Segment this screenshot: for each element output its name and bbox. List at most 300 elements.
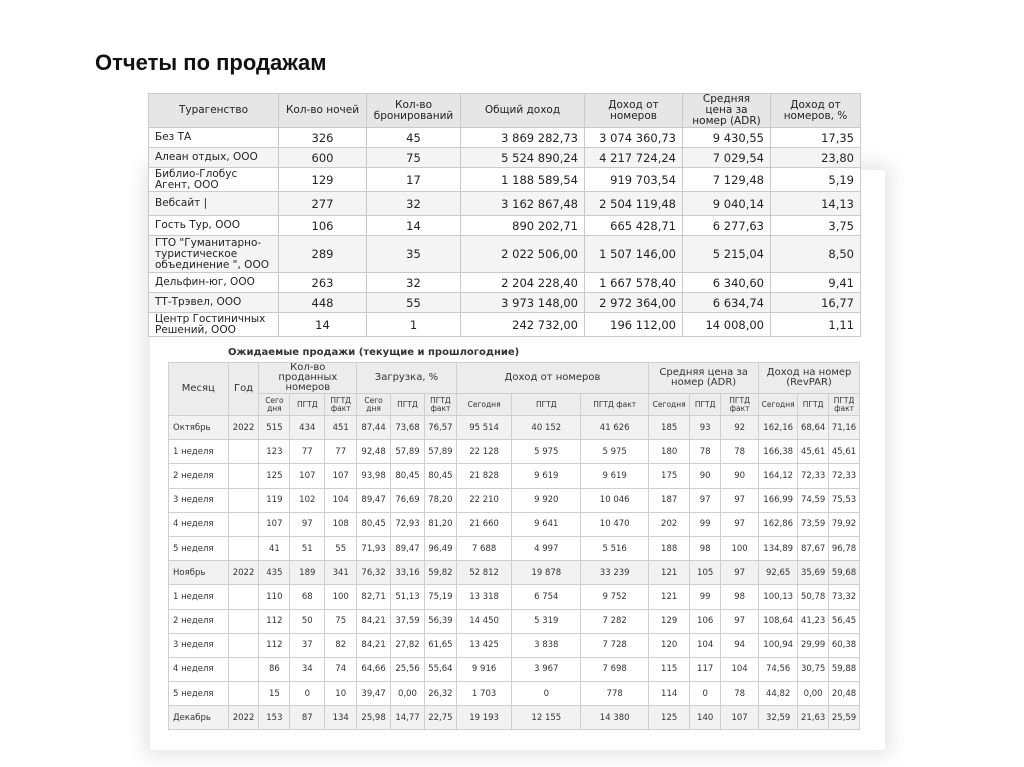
- cell-value: 37,59: [391, 609, 425, 633]
- table-row: [149, 128, 861, 148]
- cell-value: 14,77: [391, 706, 425, 730]
- cell-room-income: 1 507 146,00: [585, 236, 683, 273]
- cell-value: 140: [690, 706, 721, 730]
- cell-room-income: 196 112,00: [585, 313, 683, 337]
- cell-room-income-pct: 1,11: [771, 313, 861, 337]
- cell-value: 102: [290, 488, 325, 512]
- cell-value: 33,16: [391, 561, 425, 585]
- cell-value: 121: [649, 585, 690, 609]
- cell-value: 166,99: [759, 488, 798, 512]
- cell-adr: 7 129,48: [683, 168, 771, 192]
- cell-year: 2022: [228, 561, 259, 585]
- cell-room-income: 2 972 364,00: [585, 293, 683, 313]
- cell-value: 80,45: [391, 464, 425, 488]
- cell-bookings: 35: [367, 236, 461, 273]
- sub-today: Сегодня: [759, 394, 798, 416]
- cell-value: 22 128: [456, 440, 512, 464]
- cell-value: 188: [649, 536, 690, 560]
- table-row: [169, 585, 860, 609]
- cell-value: 0,00: [391, 682, 425, 706]
- table-row: [169, 488, 860, 512]
- cell-value: 5 516: [581, 536, 649, 560]
- cell-value: 79,92: [829, 512, 860, 536]
- cell-value: 59,82: [424, 561, 456, 585]
- cell-value: 97: [721, 609, 759, 633]
- cell-value: 97: [721, 488, 759, 512]
- forecast-table-body: [169, 416, 860, 730]
- cell-value: 7 698: [581, 657, 649, 681]
- cell-total-income: 3 973 148,00: [461, 293, 585, 313]
- sub-today: Сего дня: [259, 394, 290, 416]
- cell-nights: 106: [279, 216, 367, 236]
- cell-value: 45,61: [798, 440, 829, 464]
- cell-value: 21,63: [798, 706, 829, 730]
- cell-year: [228, 536, 259, 560]
- cell-period: 3 неделя: [169, 633, 229, 657]
- cell-value: 112: [259, 633, 290, 657]
- cell-value: 72,93: [391, 512, 425, 536]
- cell-value: 14 450: [456, 609, 512, 633]
- cell-agency: Алеан отдых, ООО: [149, 148, 279, 168]
- cell-value: 34: [290, 657, 325, 681]
- cell-value: 5 975: [512, 440, 581, 464]
- cell-value: 55,64: [424, 657, 456, 681]
- cell-value: 119: [259, 488, 290, 512]
- cell-value: 35,69: [798, 561, 829, 585]
- table-row: [169, 561, 860, 585]
- cell-year: [228, 464, 259, 488]
- cell-nights: 600: [279, 148, 367, 168]
- cell-value: 97: [690, 488, 721, 512]
- table-row: [149, 273, 861, 293]
- cell-value: 71,93: [357, 536, 391, 560]
- sub-pgtd-fact: ПГТД факт: [424, 394, 456, 416]
- agency-table-body: [149, 128, 861, 337]
- cell-room-income-pct: 14,13: [771, 192, 861, 216]
- cell-value: 57,89: [424, 440, 456, 464]
- cell-value: 25,98: [357, 706, 391, 730]
- agency-sales-table-container: [148, 93, 860, 337]
- cell-bookings: 32: [367, 192, 461, 216]
- cell-total-income: 2 204 228,40: [461, 273, 585, 293]
- cell-value: 110: [259, 585, 290, 609]
- cell-adr: 6 277,63: [683, 216, 771, 236]
- cell-value: 56,39: [424, 609, 456, 633]
- cell-value: 115: [649, 657, 690, 681]
- cell-value: 341: [325, 561, 357, 585]
- cell-value: 72,33: [798, 464, 829, 488]
- cell-value: 96,49: [424, 536, 456, 560]
- cell-value: 180: [649, 440, 690, 464]
- cell-value: 9 752: [581, 585, 649, 609]
- cell-value: 92: [721, 416, 759, 440]
- forecast-table-container: [168, 343, 860, 730]
- cell-value: 51,13: [391, 585, 425, 609]
- cell-value: 50: [290, 609, 325, 633]
- cell-value: 25,56: [391, 657, 425, 681]
- cell-value: 68,64: [798, 416, 829, 440]
- cell-value: 104: [325, 488, 357, 512]
- cell-value: 1 703: [456, 682, 512, 706]
- cell-value: 3 838: [512, 633, 581, 657]
- cell-value: 32,59: [759, 706, 798, 730]
- cell-value: 12 155: [512, 706, 581, 730]
- cell-value: 25,59: [829, 706, 860, 730]
- cell-value: 175: [649, 464, 690, 488]
- cell-room-income-pct: 5,19: [771, 168, 861, 192]
- cell-value: 90: [721, 464, 759, 488]
- cell-value: 76,57: [424, 416, 456, 440]
- cell-value: 187: [649, 488, 690, 512]
- sub-today: Сегодня: [649, 394, 690, 416]
- agency-table-header-row: [149, 94, 861, 128]
- cell-value: 73,32: [829, 585, 860, 609]
- cell-value: 94: [721, 633, 759, 657]
- cell-value: 82: [325, 633, 357, 657]
- cell-value: 104: [721, 657, 759, 681]
- table-row: [149, 293, 861, 313]
- cell-value: 9 641: [512, 512, 581, 536]
- header-rooms-sold: Кол-во проданных номеров: [259, 363, 357, 394]
- cell-agency: Центр Гостиничных Решений, ООО: [149, 313, 279, 337]
- cell-adr: 7 029,54: [683, 148, 771, 168]
- cell-value: 6 754: [512, 585, 581, 609]
- cell-value: 82,71: [357, 585, 391, 609]
- cell-total-income: 1 188 589,54: [461, 168, 585, 192]
- cell-value: 61,65: [424, 633, 456, 657]
- cell-period: 4 неделя: [169, 512, 229, 536]
- cell-value: 80,45: [357, 512, 391, 536]
- cell-value: 92,65: [759, 561, 798, 585]
- cell-value: 33 239: [581, 561, 649, 585]
- header-year: Год: [228, 363, 259, 416]
- cell-year: [228, 488, 259, 512]
- cell-value: 87,67: [798, 536, 829, 560]
- cell-adr: 9 430,55: [683, 128, 771, 148]
- sub-pgtd: ПГТД: [798, 394, 829, 416]
- cell-year: 2022: [228, 706, 259, 730]
- header-total-income: Общий доход: [461, 94, 585, 128]
- cell-value: 5 975: [581, 440, 649, 464]
- cell-value: 87,44: [357, 416, 391, 440]
- table-row: [149, 192, 861, 216]
- sub-pgtd: ПГТД: [512, 394, 581, 416]
- sub-pgtd-fact: ПГТД факт: [721, 394, 759, 416]
- cell-value: 125: [649, 706, 690, 730]
- cell-period: Октябрь: [169, 416, 229, 440]
- header-adr-group: Средняя цена за номер (ADR): [649, 363, 759, 394]
- cell-value: 7 282: [581, 609, 649, 633]
- cell-total-income: 2 022 506,00: [461, 236, 585, 273]
- cell-value: 134,89: [759, 536, 798, 560]
- cell-value: 97: [721, 512, 759, 536]
- cell-value: 19 193: [456, 706, 512, 730]
- cell-year: [228, 585, 259, 609]
- cell-value: 107: [259, 512, 290, 536]
- table-row: [169, 633, 860, 657]
- cell-adr: 14 008,00: [683, 313, 771, 337]
- cell-value: 76,69: [391, 488, 425, 512]
- cell-value: 129: [649, 609, 690, 633]
- cell-nights: 448: [279, 293, 367, 313]
- cell-value: 75,19: [424, 585, 456, 609]
- cell-year: [228, 512, 259, 536]
- cell-value: 80,45: [424, 464, 456, 488]
- cell-agency: Дельфин-юг, ООО: [149, 273, 279, 293]
- cell-period: 5 неделя: [169, 682, 229, 706]
- cell-nights: 326: [279, 128, 367, 148]
- header-load: Загрузка, %: [357, 363, 457, 394]
- cell-value: 55: [325, 536, 357, 560]
- cell-value: 56,45: [829, 609, 860, 633]
- cell-value: 44,82: [759, 682, 798, 706]
- cell-value: 134: [325, 706, 357, 730]
- cell-value: 123: [259, 440, 290, 464]
- cell-year: 2022: [228, 416, 259, 440]
- cell-value: 9 920: [512, 488, 581, 512]
- cell-value: 37: [290, 633, 325, 657]
- cell-value: 5 319: [512, 609, 581, 633]
- cell-value: 98: [690, 536, 721, 560]
- cell-value: 7 688: [456, 536, 512, 560]
- cell-value: 515: [259, 416, 290, 440]
- cell-value: 73,59: [798, 512, 829, 536]
- table-row: [149, 236, 861, 273]
- cell-value: 21 660: [456, 512, 512, 536]
- cell-value: 39,47: [357, 682, 391, 706]
- cell-value: 86: [259, 657, 290, 681]
- cell-year: [228, 657, 259, 681]
- cell-value: 27,82: [391, 633, 425, 657]
- cell-value: 14 380: [581, 706, 649, 730]
- cell-value: 10 470: [581, 512, 649, 536]
- cell-value: 434: [290, 416, 325, 440]
- cell-value: 117: [690, 657, 721, 681]
- cell-room-income: 2 504 119,48: [585, 192, 683, 216]
- cell-value: 40 152: [512, 416, 581, 440]
- cell-value: 10: [325, 682, 357, 706]
- cell-room-income-pct: 9,41: [771, 273, 861, 293]
- cell-value: 100: [721, 536, 759, 560]
- table-row: [169, 440, 860, 464]
- cell-value: 59,68: [829, 561, 860, 585]
- cell-adr: 6 340,60: [683, 273, 771, 293]
- table-row: [169, 536, 860, 560]
- cell-room-income-pct: 23,80: [771, 148, 861, 168]
- cell-bookings: 75: [367, 148, 461, 168]
- forecast-header-row-top: [169, 363, 860, 394]
- cell-room-income-pct: 3,75: [771, 216, 861, 236]
- cell-period: 1 неделя: [169, 585, 229, 609]
- cell-bookings: 55: [367, 293, 461, 313]
- cell-value: 78: [690, 440, 721, 464]
- sub-pgtd-fact: ПГТД факт: [829, 394, 860, 416]
- cell-total-income: 5 524 890,24: [461, 148, 585, 168]
- cell-room-income-pct: 17,35: [771, 128, 861, 148]
- cell-year: [228, 682, 259, 706]
- cell-total-income: 3 162 867,48: [461, 192, 585, 216]
- cell-value: 9 619: [512, 464, 581, 488]
- header-month: Месяц: [169, 363, 229, 416]
- cell-bookings: 17: [367, 168, 461, 192]
- cell-period: 3 неделя: [169, 488, 229, 512]
- cell-value: 20,48: [829, 682, 860, 706]
- cell-year: [228, 633, 259, 657]
- cell-value: 0: [290, 682, 325, 706]
- table-row: [169, 464, 860, 488]
- cell-value: 78: [721, 440, 759, 464]
- table-row: [169, 706, 860, 730]
- sub-pgtd-fact: ПГТД факт: [581, 394, 649, 416]
- cell-value: 57,89: [391, 440, 425, 464]
- cell-value: 153: [259, 706, 290, 730]
- cell-value: 15: [259, 682, 290, 706]
- cell-value: 50,78: [798, 585, 829, 609]
- cell-agency: ГТО "Гуманитарно-туристическое объединение ", ООО: [149, 236, 279, 273]
- cell-value: 52 812: [456, 561, 512, 585]
- table-row: [149, 148, 861, 168]
- cell-year: [228, 440, 259, 464]
- cell-period: 4 неделя: [169, 657, 229, 681]
- sub-pgtd: ПГТД: [690, 394, 721, 416]
- sub-today: Сегодня: [456, 394, 512, 416]
- cell-bookings: 32: [367, 273, 461, 293]
- cell-value: 72,33: [829, 464, 860, 488]
- cell-value: 22 210: [456, 488, 512, 512]
- cell-value: 435: [259, 561, 290, 585]
- cell-value: 19 878: [512, 561, 581, 585]
- cell-value: 100,13: [759, 585, 798, 609]
- cell-bookings: 45: [367, 128, 461, 148]
- cell-value: 100: [325, 585, 357, 609]
- cell-value: 90: [690, 464, 721, 488]
- cell-value: 13 425: [456, 633, 512, 657]
- cell-value: 108,64: [759, 609, 798, 633]
- cell-value: 73,68: [391, 416, 425, 440]
- cell-value: 77: [325, 440, 357, 464]
- cell-value: 0,00: [798, 682, 829, 706]
- cell-value: 4 997: [512, 536, 581, 560]
- cell-adr: 6 634,74: [683, 293, 771, 313]
- forecast-table: [168, 362, 860, 730]
- cell-value: 7 728: [581, 633, 649, 657]
- cell-value: 107: [721, 706, 759, 730]
- cell-value: 99: [690, 585, 721, 609]
- cell-period: 2 неделя: [169, 609, 229, 633]
- cell-nights: 129: [279, 168, 367, 192]
- sub-pgtd-fact: ПГТД факт: [325, 394, 357, 416]
- cell-value: 74,56: [759, 657, 798, 681]
- cell-period: Декабрь: [169, 706, 229, 730]
- cell-value: 162,16: [759, 416, 798, 440]
- cell-value: 51: [290, 536, 325, 560]
- table-row: [169, 512, 860, 536]
- cell-value: 13 318: [456, 585, 512, 609]
- cell-value: 76,32: [357, 561, 391, 585]
- cell-adr: 9 040,14: [683, 192, 771, 216]
- cell-value: 162,86: [759, 512, 798, 536]
- cell-value: 45,61: [829, 440, 860, 464]
- cell-value: 92,48: [357, 440, 391, 464]
- cell-room-income-pct: 16,77: [771, 293, 861, 313]
- cell-value: 9 619: [581, 464, 649, 488]
- cell-value: 87: [290, 706, 325, 730]
- cell-value: 114: [649, 682, 690, 706]
- cell-value: 77: [290, 440, 325, 464]
- cell-value: 98: [721, 585, 759, 609]
- cell-value: 59,88: [829, 657, 860, 681]
- cell-room-income-pct: 8,50: [771, 236, 861, 273]
- cell-agency: Гость Тур, ООО: [149, 216, 279, 236]
- cell-value: 96,78: [829, 536, 860, 560]
- header-room-income: Доход от номеров: [585, 94, 683, 128]
- cell-value: 41 626: [581, 416, 649, 440]
- cell-value: 0: [512, 682, 581, 706]
- cell-agency: ТТ-Трэвел, ООО: [149, 293, 279, 313]
- cell-value: 106: [690, 609, 721, 633]
- cell-value: 64,66: [357, 657, 391, 681]
- sub-today: Сего дня: [357, 394, 391, 416]
- agency-sales-table: [148, 93, 861, 337]
- cell-adr: 5 215,04: [683, 236, 771, 273]
- cell-value: 121: [649, 561, 690, 585]
- cell-value: 107: [290, 464, 325, 488]
- cell-total-income: 890 202,71: [461, 216, 585, 236]
- cell-value: 78,20: [424, 488, 456, 512]
- table-row: [149, 168, 861, 192]
- cell-agency: Вебсайт |: [149, 192, 279, 216]
- cell-agency: Библио-Глобус Агент, ООО: [149, 168, 279, 192]
- cell-room-income: 4 217 724,24: [585, 148, 683, 168]
- cell-value: 778: [581, 682, 649, 706]
- cell-value: 60,38: [829, 633, 860, 657]
- table-row: [149, 313, 861, 337]
- table-row: [169, 416, 860, 440]
- slide-title: Отчеты по продажам: [95, 50, 327, 75]
- cell-value: 89,47: [391, 536, 425, 560]
- cell-value: 81,20: [424, 512, 456, 536]
- header-revpar-group: Доход на номер (RevPAR): [759, 363, 860, 394]
- cell-bookings: 14: [367, 216, 461, 236]
- cell-value: 84,21: [357, 609, 391, 633]
- cell-nights: 14: [279, 313, 367, 337]
- cell-room-income: 665 428,71: [585, 216, 683, 236]
- cell-total-income: 242 732,00: [461, 313, 585, 337]
- table-row: [169, 609, 860, 633]
- forecast-header-row-sub: [169, 394, 860, 416]
- cell-period: 1 неделя: [169, 440, 229, 464]
- cell-value: 97: [721, 561, 759, 585]
- cell-value: 166,38: [759, 440, 798, 464]
- cell-value: 95 514: [456, 416, 512, 440]
- cell-value: 74,59: [798, 488, 829, 512]
- cell-period: 2 неделя: [169, 464, 229, 488]
- cell-value: 10 046: [581, 488, 649, 512]
- cell-value: 30,75: [798, 657, 829, 681]
- cell-value: 29,99: [798, 633, 829, 657]
- cell-value: 75,53: [829, 488, 860, 512]
- cell-value: 89,47: [357, 488, 391, 512]
- table-row: [169, 682, 860, 706]
- cell-nights: 277: [279, 192, 367, 216]
- cell-value: 451: [325, 416, 357, 440]
- cell-value: 71,16: [829, 416, 860, 440]
- header-agency: Турагенство: [149, 94, 279, 128]
- cell-value: 3 967: [512, 657, 581, 681]
- cell-value: 75: [325, 609, 357, 633]
- cell-value: 105: [690, 561, 721, 585]
- cell-room-income: 1 667 578,40: [585, 273, 683, 293]
